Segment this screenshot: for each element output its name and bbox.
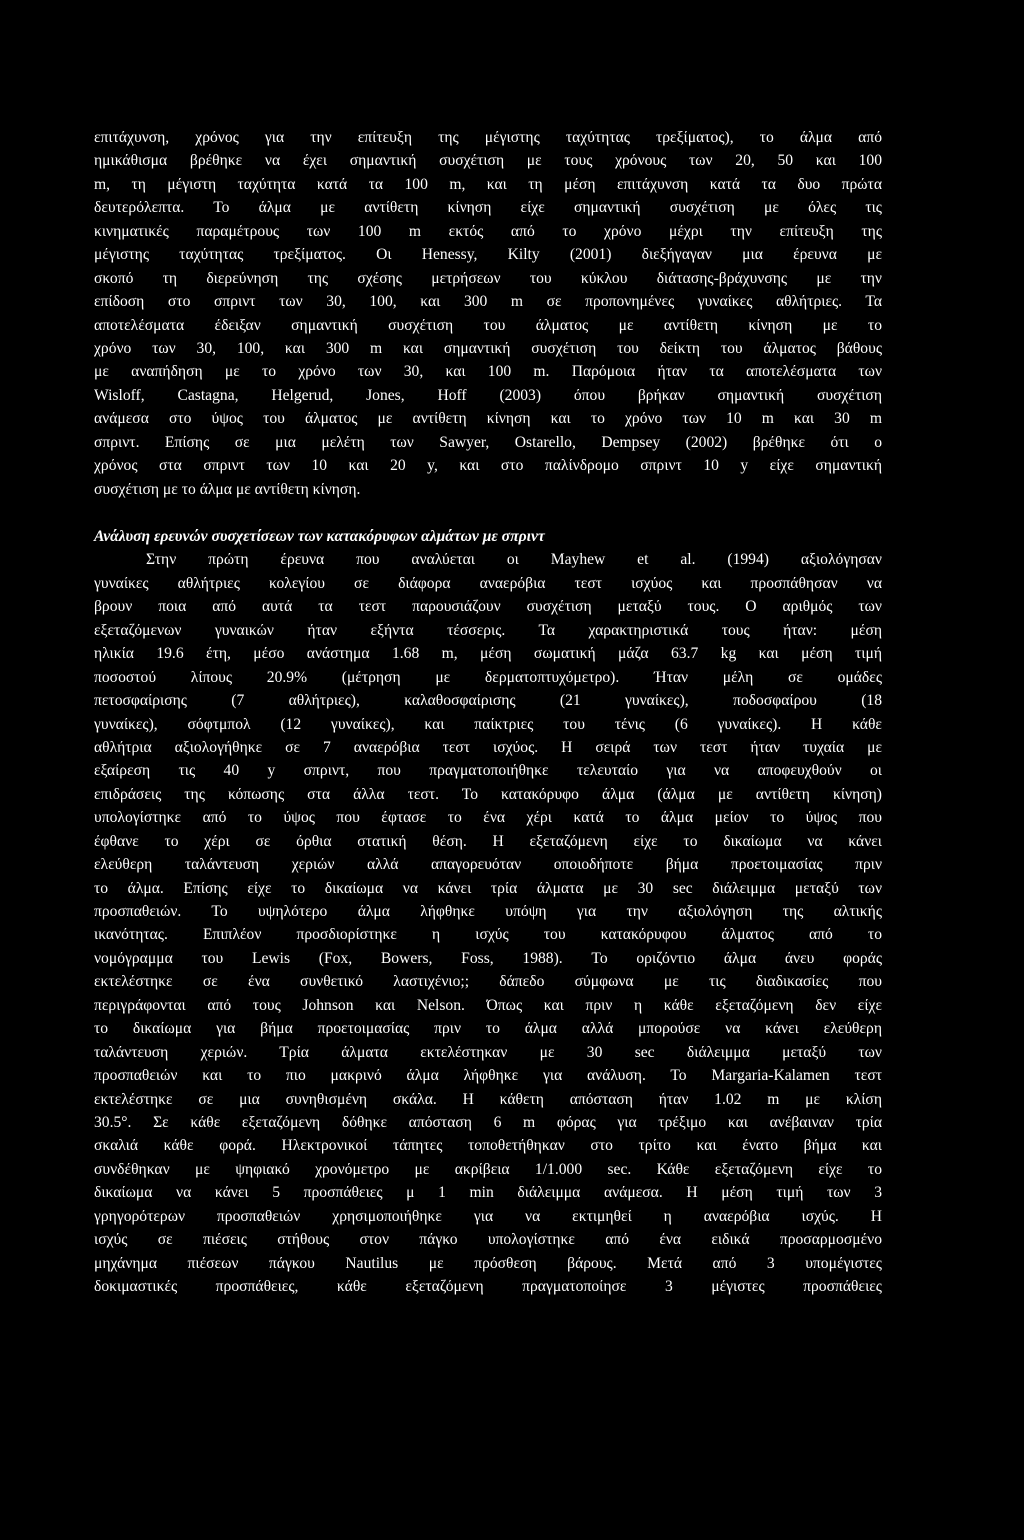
paragraph-2 <box>94 548 882 1298</box>
text-line: Wisloff, Castagna, Helgerud, Jones, Hoff (2003) όπου βρήκαν σημαντική συσχέτιση <box>94 386 882 404</box>
text-line: με αναπήδηση με το χρόνο των 30, και 100 m. Παρόμοια ήταν τα αποτελέσματα των <box>94 363 882 381</box>
text-line: 30.5°. Σε κάθε εξεταζόμενη δόθηκε απόσταση 6 m φόρας για τρέξιμο και ανέβαιναν τρία <box>94 1113 882 1131</box>
text-line: σπριντ. Επίσης σε μια μελέτη των Sawyer, Ostarello, Dempsey (2002) βρέθηκε ότι ο <box>94 433 882 451</box>
text-line: εξεταζόμενων γυναικών ήταν εξήντα τέσσερις. Τα χαρακτηριστικά τους ήταν: μέση <box>94 621 882 639</box>
text-line: νομόγραμμα του Lewis (Fox, Bowers, Foss, 1988). Το οριζόντιο άλμα άνευ φοράς <box>94 949 882 967</box>
text-line: σκαλιά κάθε φορά. Ηλεκτρονικοί τάπητες τοποθετήθηκαν στο τρίτο και ένατο βήμα και <box>94 1137 882 1155</box>
text-line: εκτελέστηκε σε μια συνηθισμένη σκάλα. Η κάθετη απόσταση ήταν 1.02 m με κλίση <box>94 1090 882 1108</box>
text-line: δευτερόλεπτα. Το άλμα με αντίθετη κίνηση είχε σημαντική συσχέτιση με όλες τις <box>94 199 882 217</box>
section-spacer <box>94 501 882 525</box>
text-line: ελεύθερη ταλάντευση χεριών αλλά απαγορευόταν οποιοδήποτε βήμα προετοιμασίας πριν <box>94 856 882 874</box>
text-line: πετοσφαίρισης (7 αθλήτριες), καλαθοσφαίρισης (21 γυναίκες), ποδοσφαίρου (18 <box>94 692 882 710</box>
text-line: δικαίωμα να κάνει 5 προσπάθειες μ 1 min διάλειμμα ανάμεσα. Η μέση τιμή των 3 <box>94 1184 882 1202</box>
text-line: μέγιστης ταχύτητας τρεξίματος. Οι Henessy, Kilty (2001) διεξήγαγαν μια έρευνα με <box>94 246 882 264</box>
text-line: επιδράσεις της κόπωσης στα άλλα τεστ. Το κατακόρυφο άλμα (άλμα με αντίθετη κίνηση) <box>94 785 882 803</box>
text-line: ποσοστού λίπους 20.9% (μέτρηση με δερματοπτυχόμετρο). Ήταν μέλη σε ομάδες <box>94 668 882 686</box>
text-line: μηχάνημα πιέσεων πάγκου Nautilus με πρόσθεση βάρους. Μετά από 3 υπομέγιστες <box>94 1254 882 1272</box>
text-line: ισχύς σε πιέσεις στήθους στον πάγκο υπολογίστηκε από ένα ειδικά προσαρμοσμένο <box>94 1231 882 1249</box>
text-line: κινηματικές παραμέτρους των 100 m εκτός από το χρόνο μέχρι την επίτευξη της <box>94 222 882 240</box>
text-line: δοκιμαστικές προσπάθειες, κάθε εξεταζόμενη πραγματοποίησε 3 μέγιστες προσπάθειες <box>94 1278 882 1295</box>
text-line: εκτελέστηκε σε ένα συνθετικό λαστιχένιο;; δάπεδο σύμφωνα με τις διαδικασίες που <box>94 973 882 991</box>
text-line: ικανότητας. Επιπλέον προσδιορίστηκε η ισχύς του κατακόρυφου άλματος από το <box>94 926 882 944</box>
text-line: m, τη μέγιστη ταχύτητα κατά τα 100 m, και τη μέση επιτάχυνση κατά τα δυο πρώτα <box>94 175 882 193</box>
text-line: αποτελέσματα έδειξαν σημαντική συσχέτιση του άλματος με αντίθετη κίνηση με το <box>94 316 882 334</box>
text-line: ανάμεσα στο ύψος του άλματος με αντίθετη κίνηση και το χρόνο των 10 m και 30 m <box>94 410 882 428</box>
text-line: γυναίκες αθλήτριες κολεγίου σε διάφορα αναερόβια τεστ ισχύος και προσπάθησαν να <box>94 574 882 592</box>
text-line: ηλικία 19.6 έτη, μέσο ανάστημα 1.68 m, μέση σωματική μάζα 63.7 kg και μέση τιμή <box>94 645 882 663</box>
text-line: χρόνο των 30, 100, και 300 m και σημαντική συσχέτιση του δείκτη του άλματος βάθους <box>94 339 882 357</box>
text-line: επιτάχυνση, χρόνος για την επίτευξη της μέγιστης ταχύτητας τρεξίματος), το άλμα από <box>94 129 882 146</box>
text-line: γρηγορότερων προσπαθειών χρησιμοποιήθηκε για να εκτιμηθεί η αναερόβια ισχύς. Η <box>94 1207 882 1225</box>
text-line: χρόνος στα σπριντ των 10 και 20 y, και στο παλίνδρομο σπριντ 10 y είχε σημαντική <box>94 457 882 475</box>
section-heading: Ανάλυση ερευνών συσχετίσεων των κατακόρυφων αλμάτων με σπριντ <box>94 528 545 545</box>
text-line: περιγράφονται από τους Johnson και Nelson. Όπως και πριν η κάθε εξεταζόμενη δεν είχε <box>94 996 882 1014</box>
text-line: το δικαίωμα για βήμα προετοιμασίας πριν το άλμα αλλά μπορούσε να κάνει ελεύθερη <box>94 1020 882 1038</box>
text-line: ημικάθισμα βρέθηκε να έχει σημαντική συσχέτιση με τους χρόνους των 20, 50 και 100 <box>94 152 882 170</box>
text-line: προσπαθειών και το πιο μακρινό άλμα λήφθηκε για ανάλυση. Το Margaria-Kalamen τεστ <box>94 1067 882 1085</box>
document-page <box>94 126 882 1298</box>
text-line: επίδοση στο σπριντ των 30, 100, και 300 m σε προπονημένες γυναίκες αθλήτριες. Τα <box>94 293 882 311</box>
text-line: Στην πρώτη έρευνα που αναλύεται οι Mayhew et al. (1994) αξιολόγησαν <box>146 551 882 569</box>
text-line: έφθανε το χέρι σε όρθια στατική θέση. Η εξεταζόμενη είχε το δικαίωμα να κάνει <box>94 832 882 850</box>
text-line: συνδέθηκαν με ψηφιακό χρονόμετρο με ακρίβεια 1/1.000 sec. Κάθε εξεταζόμενη είχε το <box>94 1160 882 1178</box>
text-line: συσχέτιση με το άλμα με αντίθετη κίνηση. <box>94 480 361 498</box>
text-line: σκοπό τη διερεύνηση της σχέσης μετρήσεων του κύκλου διάτασης-βράχυνσης με την <box>94 269 882 287</box>
paragraph-1 <box>94 126 882 501</box>
text-line: υπολογίστηκε από το ύψος που έφτασε το ένα χέρι κατά το άλμα μείον το ύψος που <box>94 809 882 827</box>
text-line: το άλμα. Επίσης είχε το δικαίωμα να κάνει τρία άλματα με 30 sec διάλειμμα μεταξύ των <box>94 879 882 897</box>
text-line: εξαίρεση τις 40 y σπριντ, που πραγματοποιήθηκε τελευταίο για να αποφευχθούν οι <box>94 762 882 780</box>
text-line: ταλάντευση χεριών. Τρία άλματα εκτελέστηκαν με 30 sec διάλειμμα μεταξύ των <box>94 1043 882 1061</box>
text-line: αθλήτρια αξιολογήθηκε σε 7 αναερόβια τεστ ισχύος. Η σειρά των τεστ ήταν τυχαία με <box>94 738 882 756</box>
text-line: βρουν ποια από αυτά τα τεστ παρουσιάζουν συσχέτιση μεταξύ τους. Ο αριθμός των <box>94 598 882 616</box>
text-line: γυναίκες), σόφτμπολ (12 γυναίκες), και παίκτριες του τένις (6 γυναίκες). Η κάθε <box>94 715 882 733</box>
text-line: προσπαθειών. Το υψηλότερο άλμα λήφθηκε υπόψη για την αξιολόγηση της αλτικής <box>94 903 882 920</box>
